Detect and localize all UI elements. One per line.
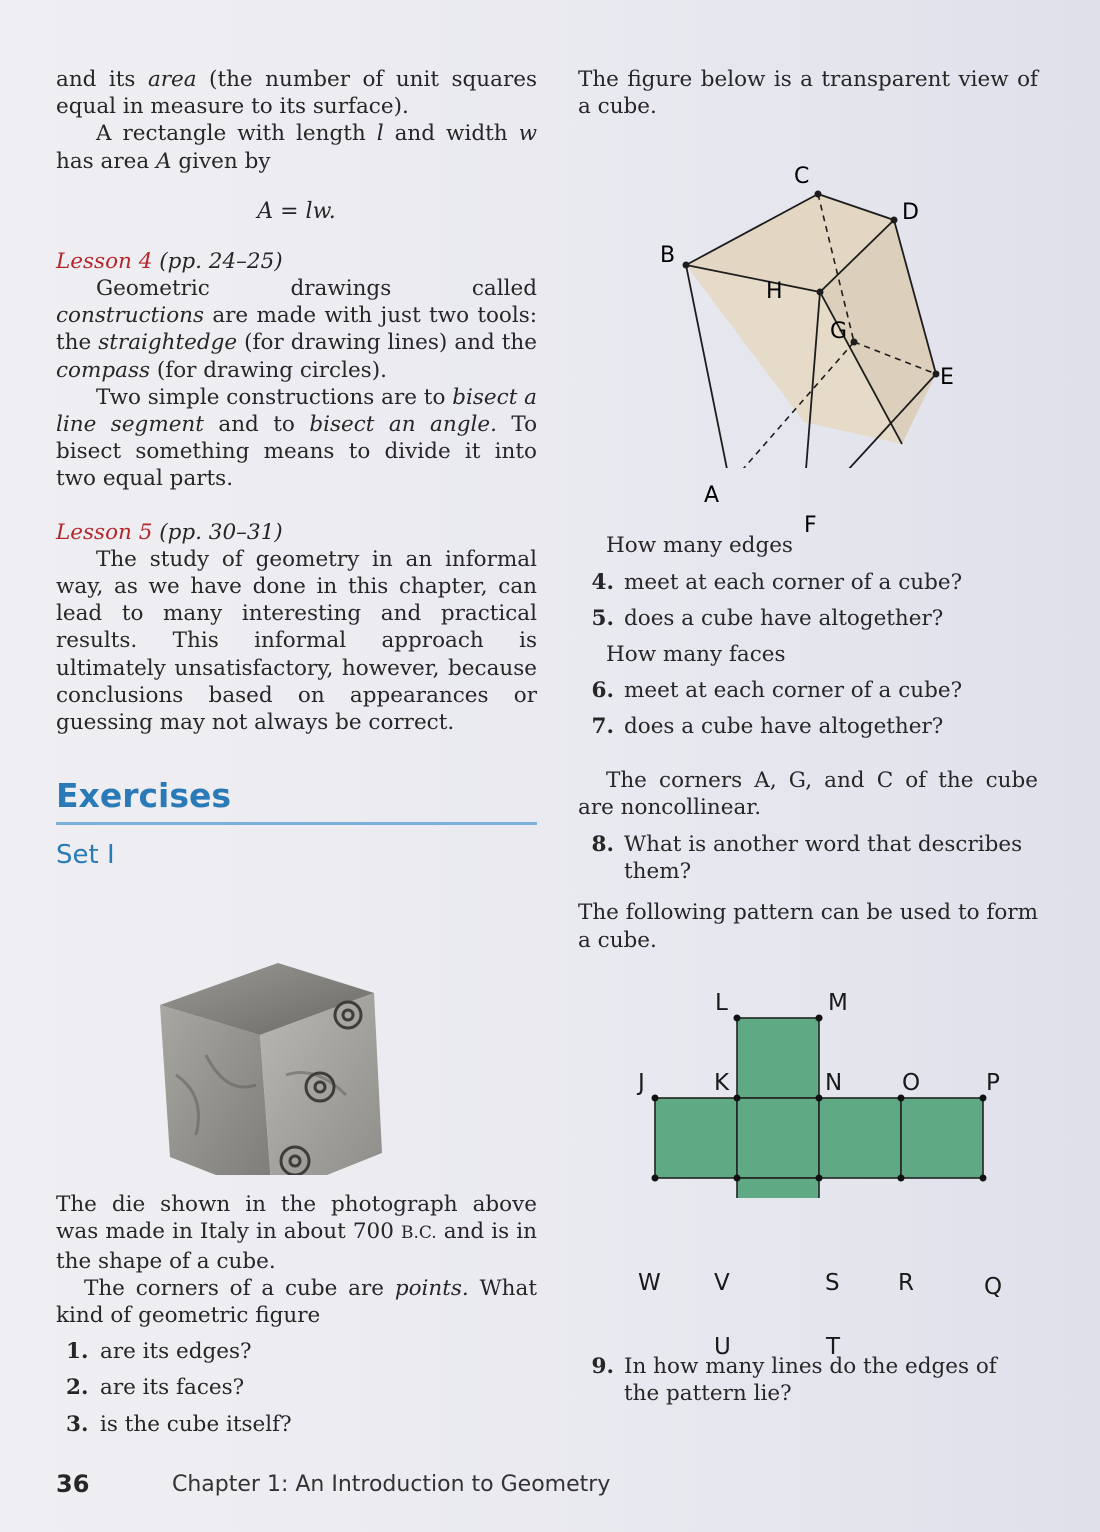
- cube-label-a: A: [704, 483, 720, 508]
- question-6: 6. meet at each corner of a cube?: [591, 678, 963, 704]
- net-label-s: S: [825, 1270, 840, 1296]
- net-label-p: P: [986, 1069, 1000, 1096]
- cube-intro-paragraph: The figure below is a transparent view of a cube.: [578, 67, 1038, 120]
- question-9: 9. In how many lines do the edges of the pattern lie?: [591, 1354, 997, 1407]
- left-column: [56, 66, 537, 1438]
- net-label-u: U: [714, 1334, 731, 1360]
- intro-paragraph-1: and its area (the number of unit squares equal in measure to its surface).: [56, 67, 537, 120]
- right-column: [578, 66, 1038, 1407]
- cube-net-pattern: [578, 976, 1038, 1198]
- cube-label-d: D: [902, 200, 919, 226]
- net-label-m: M: [828, 989, 848, 1016]
- net-label-l: L: [715, 989, 728, 1016]
- faces-heading: How many faces: [606, 642, 786, 668]
- question-list-1-3: [56, 1338, 537, 1438]
- lesson-5-paragraph: The study of geometry in an informal way, as we have done in this chapter, can lead to many interesting and practical results. This informal approach is ultimately unsatisfactory, however, because conclusions based on appearances or guessing may not always be correct.: [56, 546, 537, 736]
- lesson-4-paragraph-1: Geometric drawings called constructions are made with just two tools: the straightedge (for drawing lines) and the compass (for drawing circles).: [56, 276, 537, 383]
- cube-net-lower-labels: [578, 1264, 1038, 1364]
- pattern-paragraph: The following pattern can be used to form a cube.: [578, 900, 1038, 953]
- question-4: 4. meet at each corner of a cube?: [591, 569, 963, 595]
- cube-label-e: E: [940, 365, 954, 391]
- noncollinear-paragraph: The corners A, G, and C of the cube are noncollinear.: [578, 767, 1038, 820]
- cube-label-c: C: [794, 164, 810, 190]
- net-label-q: Q: [984, 1274, 1003, 1300]
- question-3: 3. is the cube itself?: [66, 1411, 292, 1437]
- net-label-j: J: [638, 1069, 645, 1096]
- lesson-5-heading: Lesson 5 (pp. 30–31): [56, 519, 283, 545]
- page-number: 36: [56, 1470, 90, 1498]
- die-paragraph-2: The corners of a cube are points. What kind of geometric figure: [56, 1275, 537, 1329]
- cube-label-g: G: [830, 319, 848, 345]
- net-label-k: K: [714, 1069, 730, 1096]
- area-equation: A = lw.: [257, 198, 336, 224]
- net-label-w: W: [638, 1270, 661, 1296]
- cube-lower-labels: [578, 472, 1038, 532]
- question-1: 1. are its edges?: [66, 1339, 252, 1365]
- die-photograph: [56, 875, 537, 1175]
- cube-label-h: H: [766, 279, 783, 305]
- question-5: 5. does a cube have altogether?: [591, 605, 944, 631]
- net-label-v: V: [714, 1270, 730, 1296]
- cube-label-b: B: [660, 243, 676, 269]
- intro-paragraph-2: A rectangle with length l and width w has area A given by: [56, 121, 537, 174]
- chapter-title: Chapter 1: An Introduction to Geometry: [172, 1472, 611, 1497]
- net-label-o: O: [902, 1069, 921, 1096]
- exercises-title: Exercises: [56, 776, 232, 816]
- set-title: Set I: [56, 840, 115, 871]
- exercises-rule: [56, 822, 537, 825]
- lesson-4-paragraph-2: Two simple constructions are to bisect a line segment and to bisect an angle. To bisect something means to divide it into two equal parts.: [56, 384, 538, 492]
- edges-heading: How many edges: [606, 533, 793, 559]
- lesson-4-heading: Lesson 4 (pp. 24–25): [56, 248, 283, 274]
- net-label-r: R: [898, 1270, 914, 1296]
- net-label-n: N: [825, 1069, 843, 1096]
- cube-label-f: F: [804, 513, 817, 532]
- edges-question-block: [578, 532, 1038, 740]
- exercises-section: [56, 776, 537, 871]
- question-8: 8. What is another word that describes them?: [591, 832, 1023, 885]
- die-paragraph-1: The die shown in the photograph above was made in Italy in about 700 B.C. and is in the shape of a cube.: [56, 1192, 537, 1274]
- question-2: 2. are its faces?: [66, 1375, 245, 1401]
- question-7: 7. does a cube have altogether?: [591, 714, 944, 740]
- transparent-cube-figure: [578, 128, 1038, 468]
- net-label-t: T: [826, 1334, 841, 1360]
